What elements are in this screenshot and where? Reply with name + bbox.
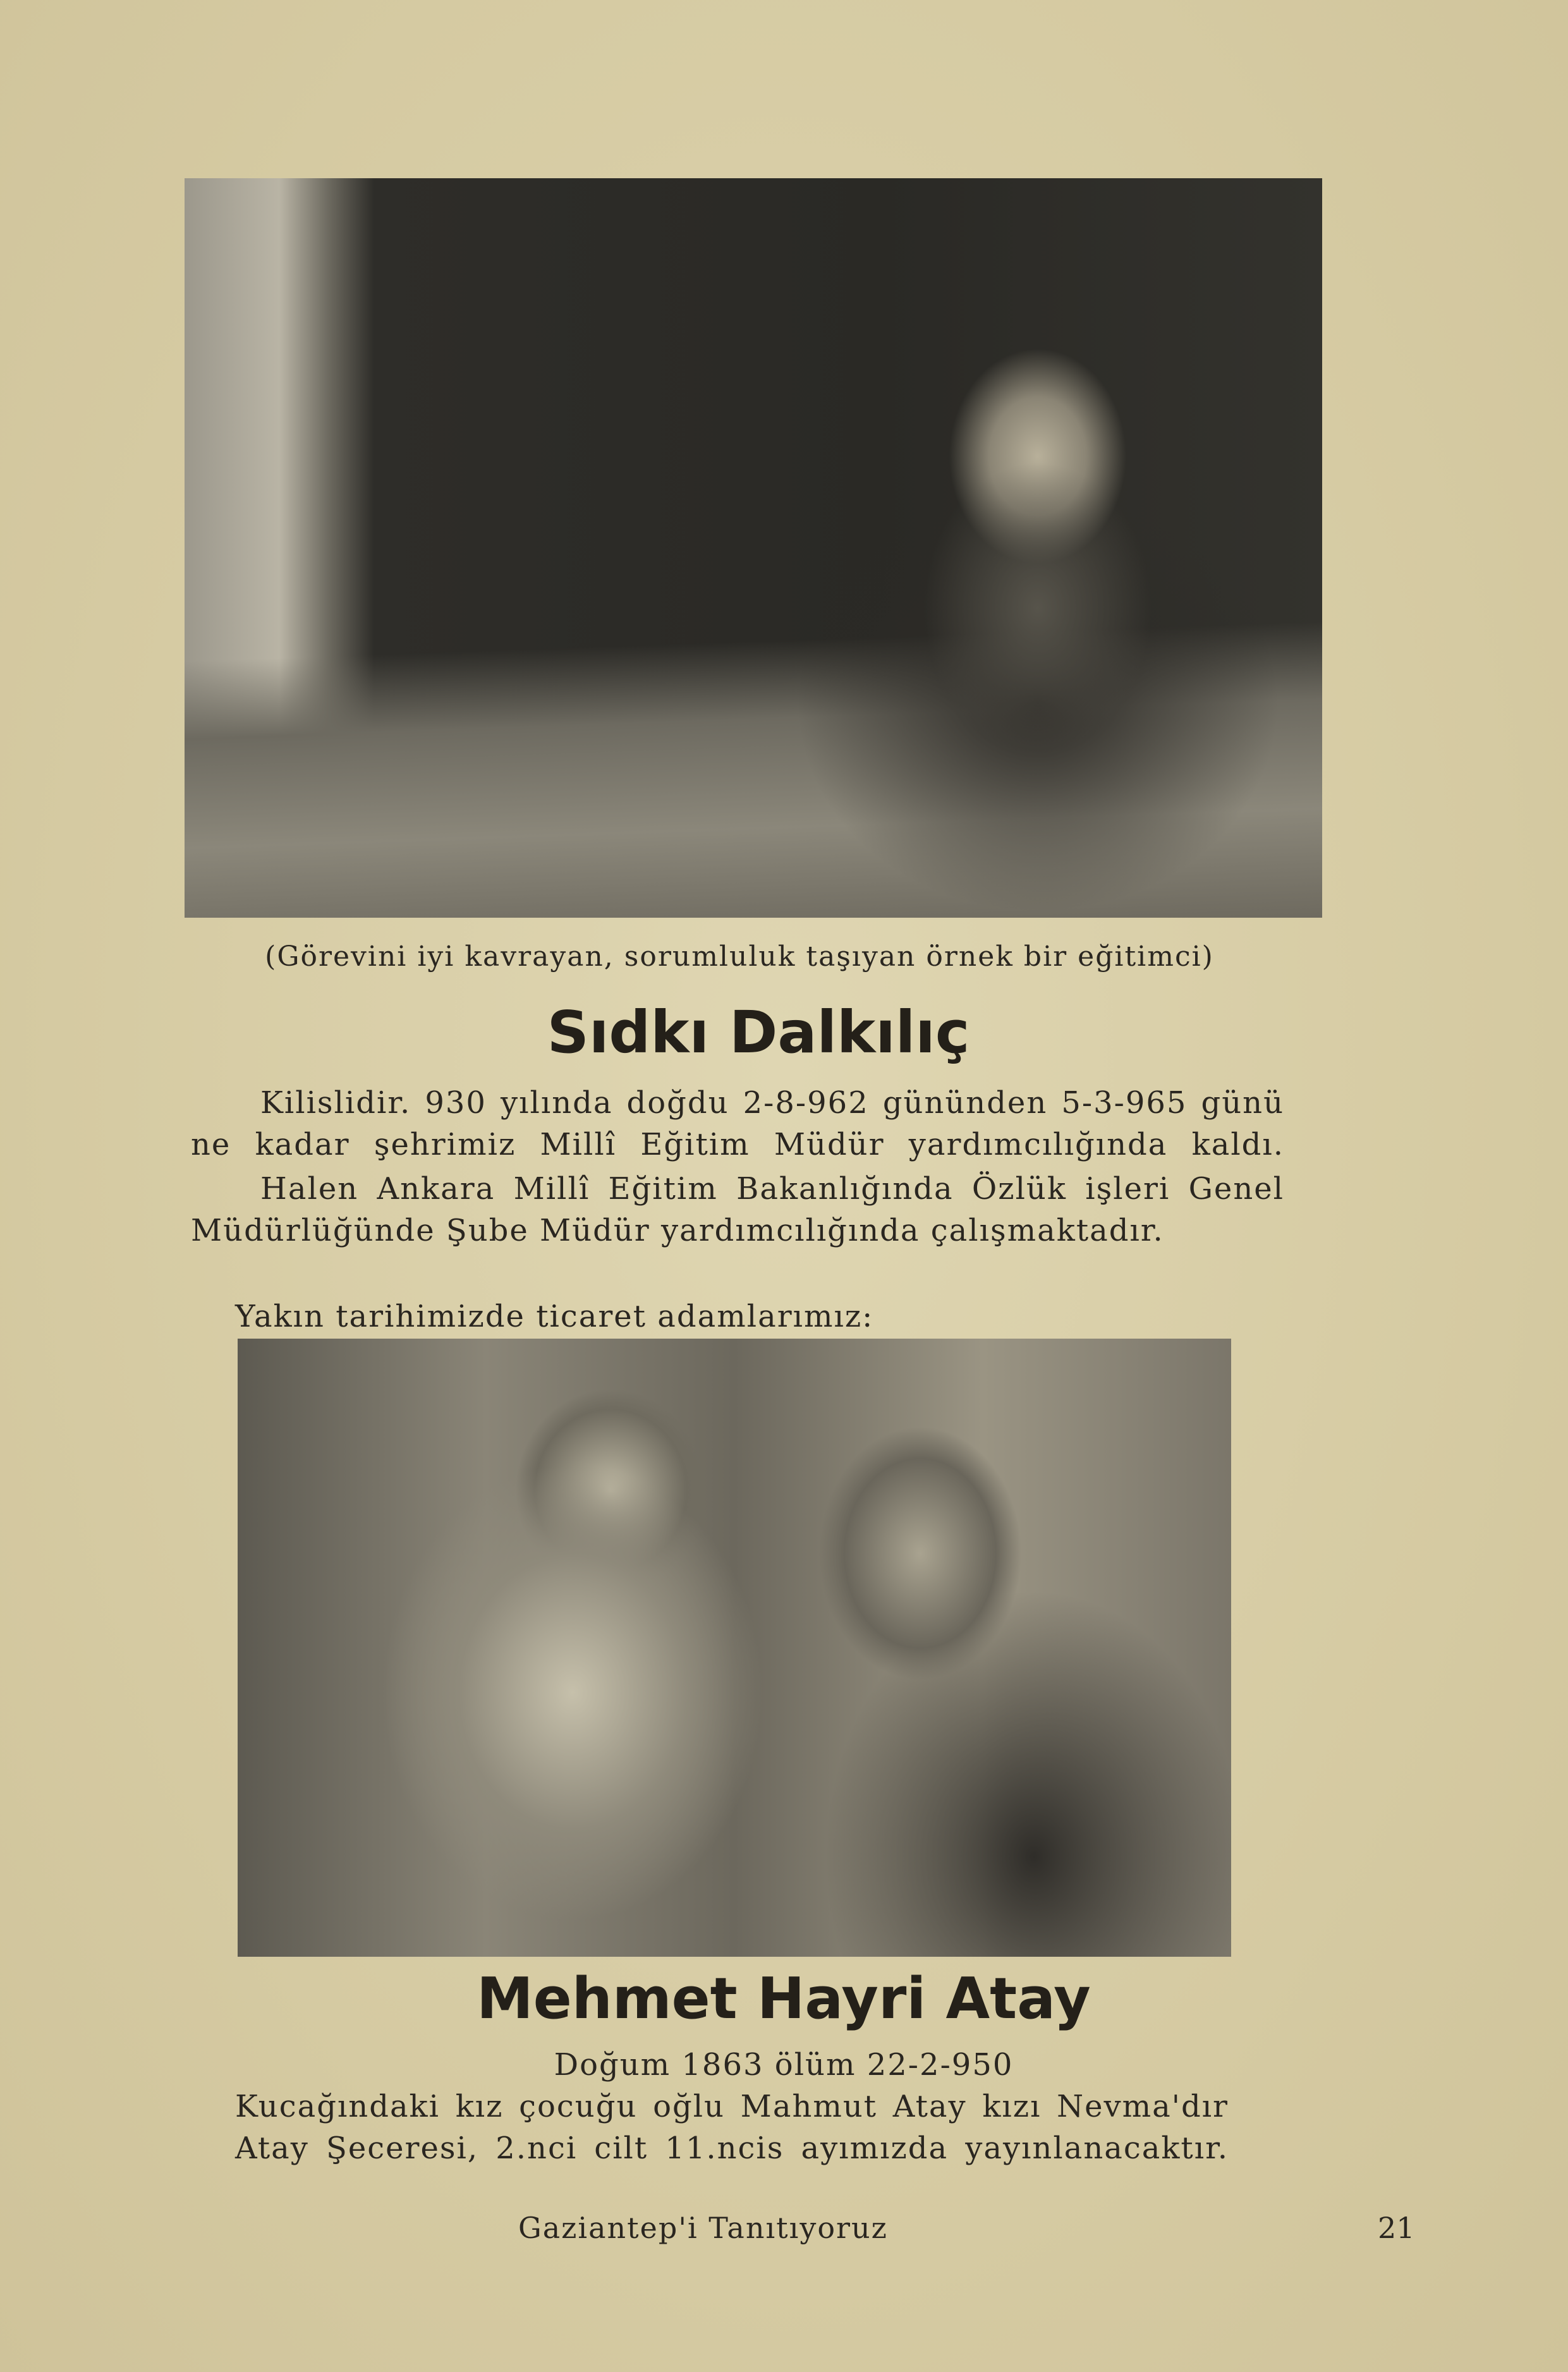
photo-sidki-dalkilic	[185, 178, 1322, 918]
footer-title: Gaziantep'i Tanıtıyoruz	[518, 2211, 888, 2245]
section-heading: Yakın tarihimizde ticaret adamlarımız:	[235, 1299, 874, 1334]
bio-line-1: Kilislidir. 930 yılında doğdu 2-8-962 gününden 5-3-965 günü	[260, 1085, 1284, 1121]
photo-mehmet-hayri-atay	[238, 1339, 1231, 1957]
bio-line-2: ne kadar şehrimiz Millî Eğitim Müdür yardımcılığında kaldı.	[191, 1127, 1284, 1162]
photo-caption: (Görevini iyi kavrayan, sorumluluk taşıyan örnek bir eğitimci)	[265, 940, 1214, 973]
person-name-heading: Sıdkı Dalkılıç	[547, 999, 970, 1066]
reference-line: Atay Şeceresi, 2.nci cilt 11.ncis ayımızda yayınlanacaktır.	[235, 2131, 1229, 2166]
bio-line-3: Halen Ankara Millî Eğitim Bakanlığında Özlük işleri Genel	[260, 1171, 1284, 1207]
description-line: Kucağındaki kız çocuğu oğlu Mahmut Atay kızı Nevma'dır	[235, 2089, 1229, 2124]
bio-line-4: Müdürlüğünde Şube Müdür yardımcılığında çalışmaktadır.	[191, 1213, 1164, 1248]
person-name-heading-2: Mehmet Hayri Atay	[477, 1966, 1091, 2032]
page-number: 21	[1378, 2211, 1415, 2245]
birth-death-line: Doğum 1863 ölüm 22-2-950	[554, 2047, 1014, 2083]
